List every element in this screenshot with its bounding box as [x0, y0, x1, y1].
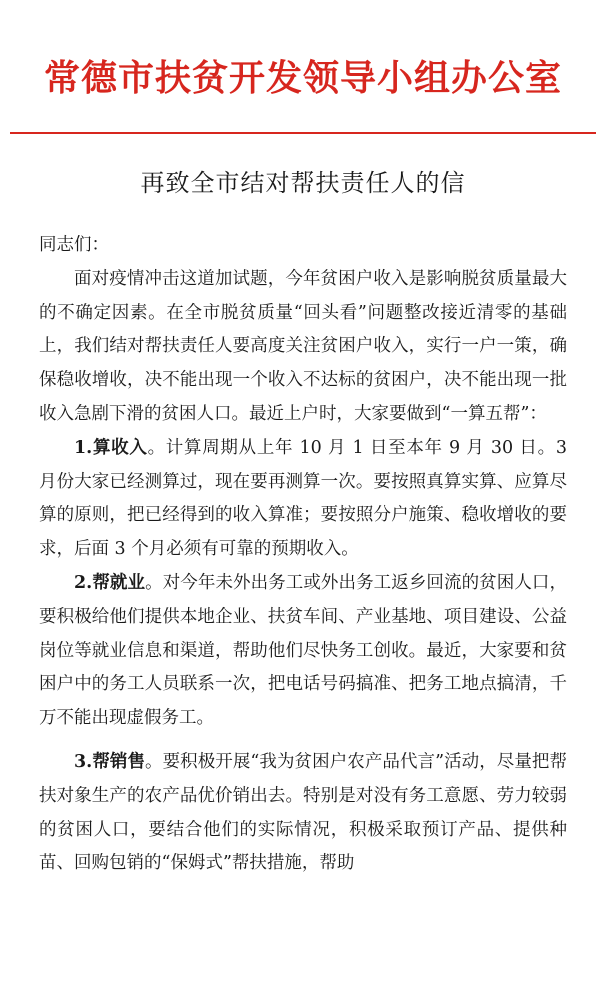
item-paragraph-3 — [39, 746, 567, 881]
salutation: 同志们： — [39, 235, 109, 255]
paragraph-gap — [39, 736, 567, 746]
letterhead-org-title: 常德市扶贫开发领导小组办公室 — [43, 57, 562, 99]
letterhead-red-rule — [10, 132, 596, 134]
item-text: 。要积极开展“我为贫困户农产品代言”活动，尽量把帮扶对象生产的农产品优价销出去。特别是对没有务工意愿、劳力较弱的贫困人口，要结合他们的实际情况，积极采取预订产品、提供种苗、回购包销的“保姆式”帮扶措施，帮助 — [39, 751, 567, 874]
item-paragraph-2 — [39, 567, 567, 736]
item-heading: 3.帮销售 — [74, 751, 146, 772]
item-text: 。计算周期从上年 10 月 1 日至本年 9 月 30 日。3 月份大家已经测算过，现在要再测算一次。要按照真算实算、应算尽算的原则，把已经得到的收入算准；要按照分户施策、稳收增收的要求，后面 3 个月必须有可靠的预期收入。 — [39, 437, 567, 560]
intro-paragraph: 面对疫情冲击这道加试题，今年贫困户收入是影响脱贫质量最大的不确定因素。在全市脱贫质量“回头看”问题整改接近清零的基础上，我们结对帮扶责任人要高度关注贫困户收入，实行一户一策，确保稳收增收，决不能出现一个收入不达标的贫困户，决不能出现一批收入急剧下滑的贫困人口。最近上户时，大家要做到“一算五帮”： — [39, 268, 567, 424]
item-heading: 2.帮就业 — [74, 572, 146, 593]
letter-body — [39, 229, 567, 881]
item-heading: 1.算收入 — [74, 437, 148, 458]
item-text: 。对今年未外出务工或外出务工返乡回流的贫困人口，要积极给他们提供本地企业、扶贫车间、产业基地、项目建设、公益岗位等就业信息和渠道，帮助他们尽快务工创收。最近，大家要和贫困户中的务工人员联系一次，把电话号码搞准、把务工地点搞清，千万不能出现虚假务工。 — [39, 572, 567, 729]
item-paragraph-1 — [39, 432, 567, 567]
document-title: 再致全市结对帮扶责任人的信 — [140, 169, 466, 197]
